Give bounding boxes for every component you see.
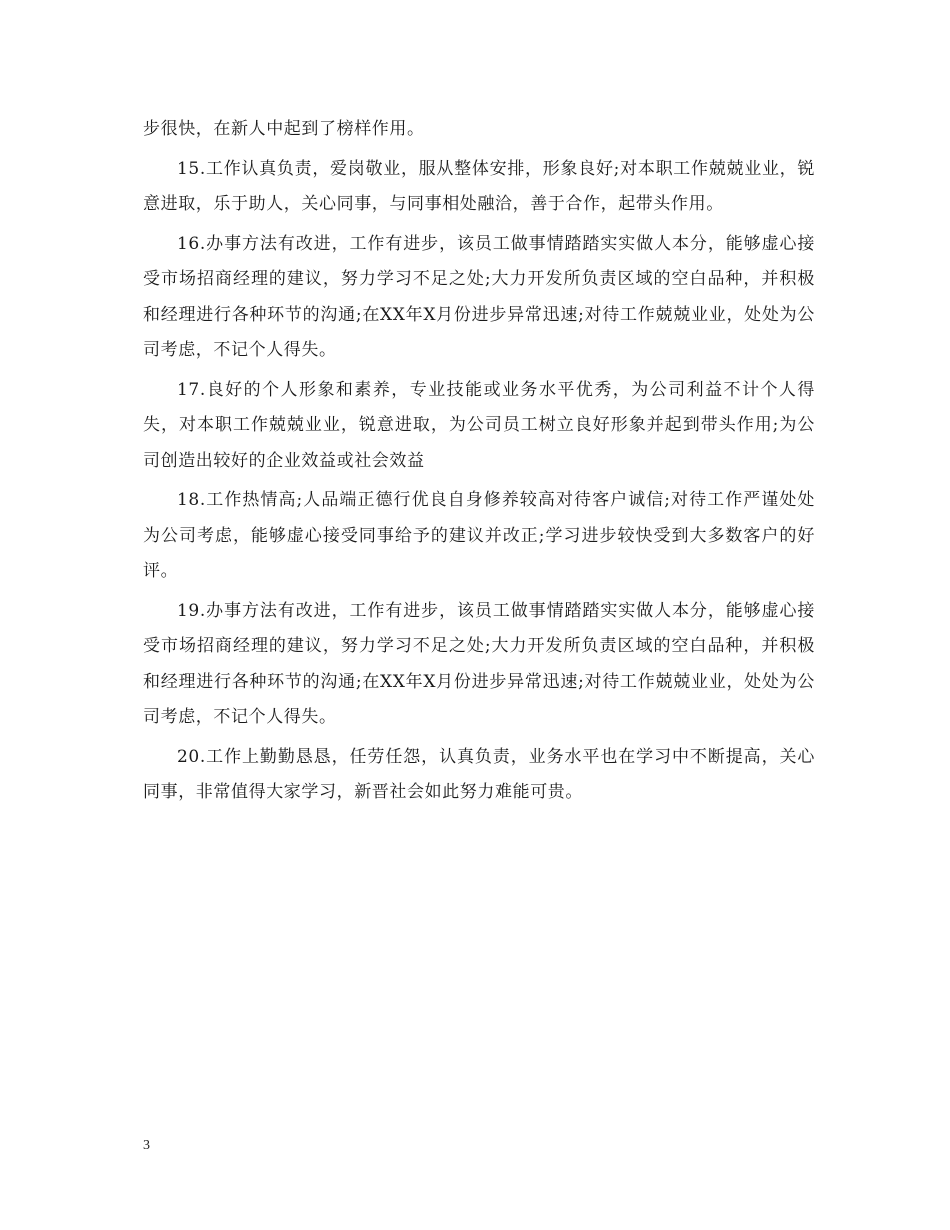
paragraph-18: 18.工作热情高;人品端正德行优良自身修养较高对待客户诚信;对待工作严谨处处为公司考虑，能够虚心接受同事给予的建议并改正;学习进步较快受到大多数客户的好评。 <box>143 490 815 581</box>
paragraph-15: 15.工作认真负责，爱岗敬业，服从整体安排，形象良好;对本职工作兢兢业业，锐意进取，乐于助人，关心同事，与同事相处融洽，善于合作，起带头作用。 <box>143 158 815 214</box>
paragraph-16: 16.办事方法有改进，工作有进步，该员工做事情踏踏实实做人本分，能够虚心接受市场招商经理的建议，努力学习不足之处;大力开发所负责区域的空白品种，并积极和经理进行各种环节的沟通;在XX年X月份进步异常迅速;对待工作兢兢业业，处处为公司考虑，不记个人得失。 <box>143 233 815 360</box>
paragraph-17: 17.良好的个人形象和素养，专业技能或业务水平优秀，为公司利益不计个人得失，对本职工作兢兢业业，锐意进取，为公司员工树立良好形象并起到带头作用;为公司创造出较好的企业效益或社会效益 <box>143 379 815 471</box>
document-body <box>143 112 815 815</box>
paragraph-19: 19.办事方法有改进，工作有进步，该员工做事情踏踏实实做人本分，能够虚心接受市场招商经理的建议，努力学习不足之处;大力开发所负责区域的空白品种，并积极和经理进行各种环节的沟通;在XX年X月份进步异常迅速;对待工作兢兢业业，处处为公司考虑，不记个人得失。 <box>143 600 815 727</box>
page-number: 3 <box>143 1138 150 1153</box>
continuation-paragraph: 步很快，在新人中起到了榜样作用。 <box>143 119 425 139</box>
paragraph-20: 20.工作上勤勤恳恳，任劳任怨，认真负责，业务水平也在学习中不断提高，关心同事，非常值得大家学习，新晋社会如此努力难能可贵。 <box>143 746 815 802</box>
